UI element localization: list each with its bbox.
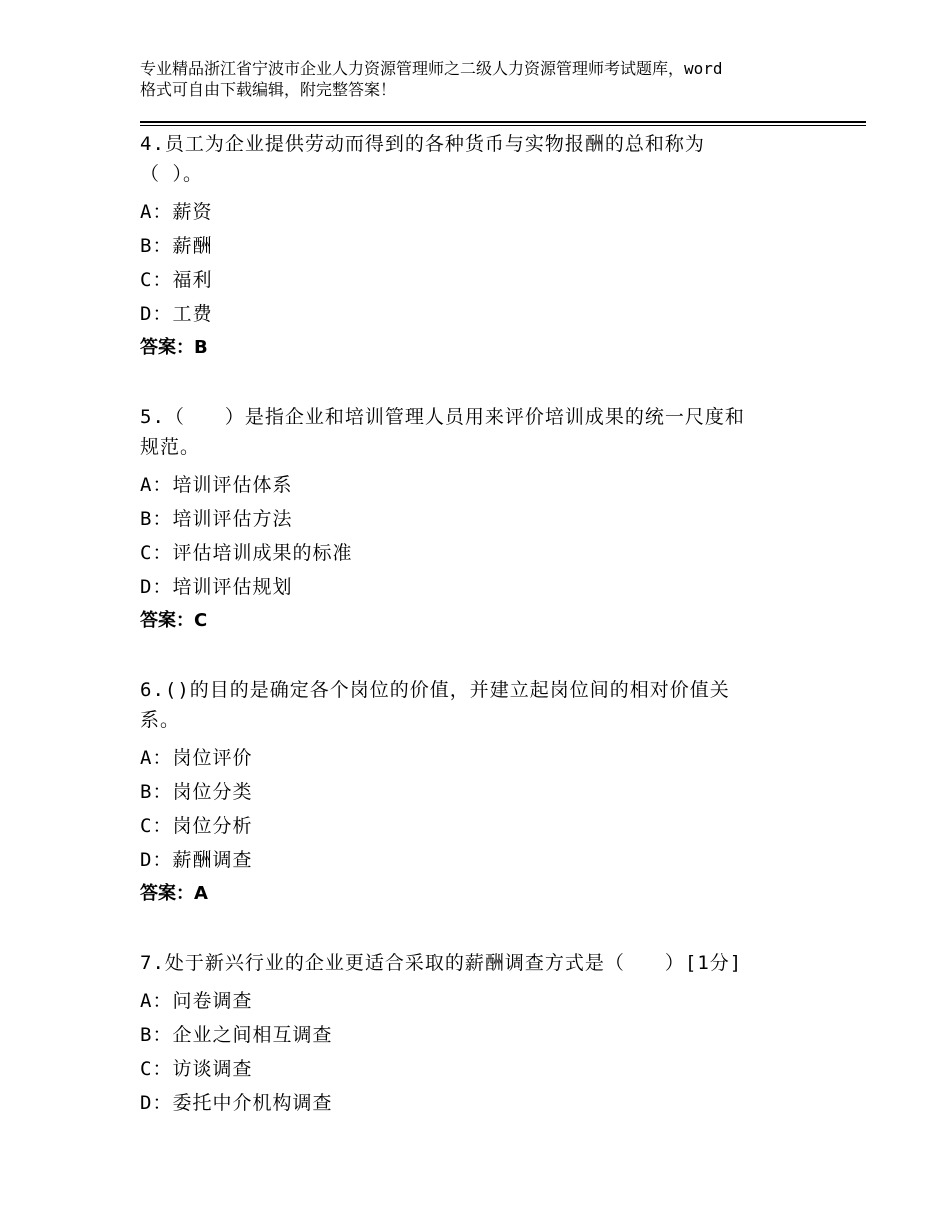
answer: 答案：A: [140, 883, 208, 904]
question-stem-line-1: 4.员工为企业提供劳动而得到的各种货币与实物报酬的总和称为: [140, 133, 705, 155]
option-b: B：培训评估方法: [140, 508, 293, 530]
option-a: A：问卷调查: [140, 990, 253, 1012]
header-line-1: 专业精品浙江省宁波市企业人力资源管理师之二级人力资源管理师考试题库，word: [140, 59, 723, 78]
question-stem-line-2: 系。: [140, 709, 181, 731]
option-a: A：岗位评价: [140, 747, 253, 769]
question-4: [140, 129, 840, 359]
header-divider-thick: [140, 121, 866, 123]
option-c: C：评估培训成果的标准: [140, 542, 353, 564]
option-d: D：培训评估规划: [140, 576, 293, 598]
option-d: D：委托中介机构调查: [140, 1092, 333, 1114]
question-stem-line-2: （ ）。: [140, 163, 203, 185]
answer: 答案：C: [140, 610, 208, 631]
option-c: C：岗位分析: [140, 815, 253, 837]
option-c: C：福利: [140, 269, 213, 291]
question-6: [140, 675, 840, 905]
question-stem-line-1: 6.()的目的是确定各个岗位的价值，并建立起岗位间的相对价值关: [140, 679, 730, 701]
option-b: B：企业之间相互调查: [140, 1024, 333, 1046]
option-d: D：工费: [140, 303, 213, 325]
document-header: [140, 58, 840, 100]
question-stem-line-1: 5.（ ）是指企业和培训管理人员用来评价培训成果的统一尺度和: [140, 406, 745, 428]
option-d: D：薪酬调查: [140, 849, 253, 871]
question-7: [140, 948, 840, 1114]
option-b: B：岗位分类: [140, 781, 253, 803]
question-stem-line-2: 规范。: [140, 436, 201, 458]
question-stem-line-1: 7.处于新兴行业的企业更适合采取的薪酬调查方式是（ ）[1分]: [140, 952, 743, 974]
option-c: C：访谈调查: [140, 1058, 253, 1080]
option-a: A：薪资: [140, 201, 213, 223]
header-divider-thin: [140, 125, 866, 126]
answer: 答案：B: [140, 337, 208, 358]
option-b: B：薪酬: [140, 235, 213, 257]
option-a: A：培训评估体系: [140, 474, 293, 496]
question-5: [140, 402, 840, 632]
header-line-2: 格式可自由下载编辑，附完整答案！: [140, 80, 397, 99]
